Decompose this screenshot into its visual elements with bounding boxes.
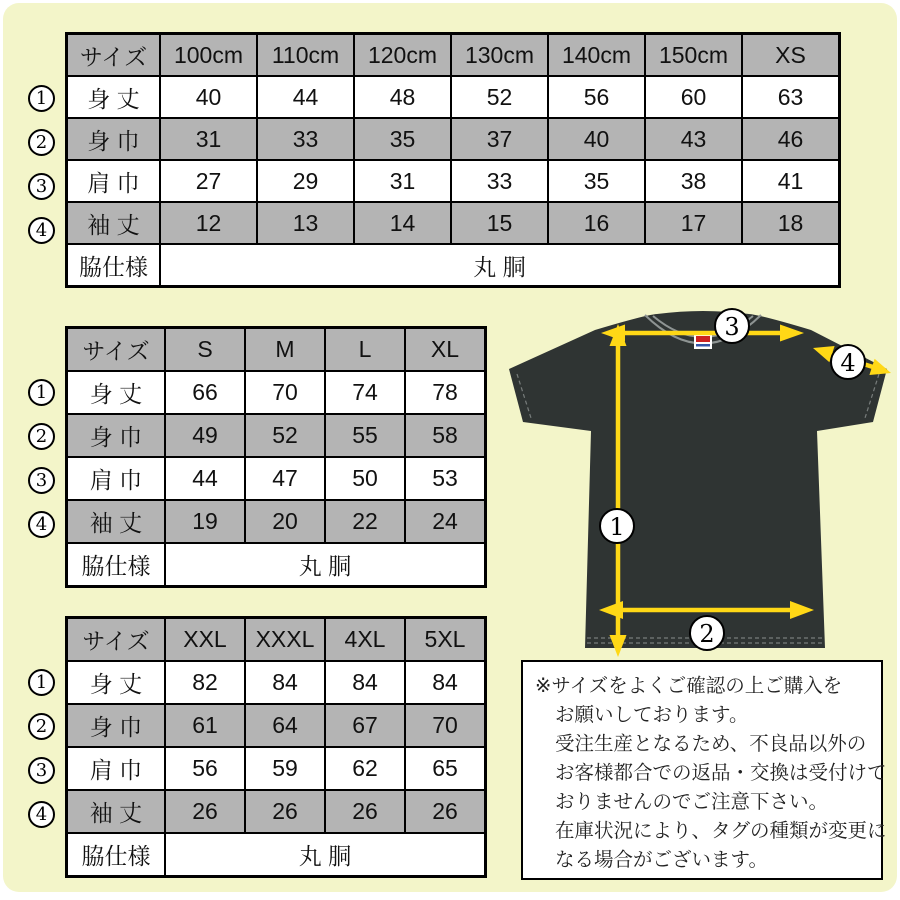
size-col-header: 4XL — [325, 618, 405, 662]
notice-line: お願いしております。 — [555, 704, 749, 726]
row-label: 身 巾 — [67, 118, 161, 160]
size-value: 74 — [325, 371, 405, 414]
row-label: 肩 巾 — [67, 747, 166, 790]
row-number-circle: 2 — [28, 129, 55, 156]
size-value: 29 — [257, 160, 354, 202]
size-value: 17 — [645, 202, 742, 244]
row-label: 身 巾 — [67, 704, 166, 747]
size-value: 82 — [165, 661, 245, 704]
size-value: 15 — [451, 202, 548, 244]
size-col-header: 130cm — [451, 34, 548, 77]
size-col-header: M — [245, 328, 325, 372]
row-number-circle: 3 — [28, 757, 55, 784]
size-value: 84 — [405, 661, 486, 704]
size-value: 78 — [405, 371, 486, 414]
row-number-circle: 2 — [28, 423, 55, 450]
size-value: 63 — [742, 76, 840, 118]
size-col-header: XL — [405, 328, 486, 372]
shirt-marker-3: 3 — [724, 313, 740, 341]
row-number-circle: 3 — [28, 173, 55, 200]
size-value: 20 — [245, 500, 325, 543]
side-spec-value: 丸 胴 — [160, 244, 840, 287]
size-value: 60 — [645, 76, 742, 118]
shirt-marker-2: 2 — [699, 620, 715, 648]
size-header-label: サイズ — [67, 618, 166, 662]
size-value: 24 — [405, 500, 486, 543]
purchase-notice-box — [521, 660, 887, 880]
row-label: 肩 巾 — [67, 160, 161, 202]
size-value: 56 — [548, 76, 645, 118]
size-col-header: 5XL — [405, 618, 486, 662]
size-value: 31 — [354, 160, 451, 202]
size-value: 52 — [245, 414, 325, 457]
size-value: 33 — [451, 160, 548, 202]
size-header-label: サイズ — [67, 328, 166, 372]
size-col-header: XS — [742, 34, 840, 77]
size-value: 35 — [354, 118, 451, 160]
size-col-header: 150cm — [645, 34, 742, 77]
size-col-header: 140cm — [548, 34, 645, 77]
row-label: 身 巾 — [67, 414, 166, 457]
row-number-circle: 1 — [28, 669, 55, 696]
size-value: 44 — [257, 76, 354, 118]
size-value: 50 — [325, 457, 405, 500]
row-label: 身 丈 — [67, 661, 166, 704]
size-value: 59 — [245, 747, 325, 790]
arrow-sleeve-length-head-right — [869, 359, 891, 375]
shirt-marker-1: 1 — [609, 513, 625, 541]
size-table — [65, 32, 841, 288]
row-label: 袖 丈 — [67, 500, 166, 543]
size-value: 16 — [548, 202, 645, 244]
size-value: 35 — [548, 160, 645, 202]
side-spec-label: 脇仕様 — [67, 543, 166, 587]
size-value: 26 — [325, 790, 405, 833]
size-value: 61 — [165, 704, 245, 747]
size-value: 66 — [165, 371, 245, 414]
size-col-header: 100cm — [160, 34, 257, 77]
brand-tag-logo — [696, 336, 710, 342]
side-spec-label: 脇仕様 — [67, 833, 166, 877]
row-number-circle: 3 — [28, 467, 55, 494]
size-value: 58 — [405, 414, 486, 457]
size-value: 33 — [257, 118, 354, 160]
size-value: 13 — [257, 202, 354, 244]
size-value: 84 — [245, 661, 325, 704]
size-value: 18 — [742, 202, 840, 244]
size-value: 43 — [645, 118, 742, 160]
size-value: 26 — [165, 790, 245, 833]
size-table — [65, 326, 487, 588]
size-col-header: XXXL — [245, 618, 325, 662]
size-value: 27 — [160, 160, 257, 202]
size-col-header: L — [325, 328, 405, 372]
size-value: 12 — [160, 202, 257, 244]
size-value: 47 — [245, 457, 325, 500]
tshirt-measure-diagram — [495, 300, 900, 660]
row-label: 袖 丈 — [67, 202, 161, 244]
notice-line: お客様都合での返品・交換は受付けて — [555, 762, 887, 784]
size-value: 55 — [325, 414, 405, 457]
row-number-circle: 2 — [28, 713, 55, 740]
row-number-circle: 4 — [28, 511, 55, 538]
size-value: 41 — [742, 160, 840, 202]
size-col-header: 110cm — [257, 34, 354, 77]
size-value: 67 — [325, 704, 405, 747]
brand-tag-text — [696, 344, 710, 347]
side-spec-label: 脇仕様 — [67, 244, 161, 287]
row-label: 肩 巾 — [67, 457, 166, 500]
size-table-big — [28, 616, 487, 878]
size-value: 70 — [405, 704, 486, 747]
size-value: 38 — [645, 160, 742, 202]
size-table-kids — [28, 32, 841, 288]
size-value: 70 — [245, 371, 325, 414]
row-number-circle: 4 — [28, 801, 55, 828]
size-value: 44 — [165, 457, 245, 500]
row-number-circle: 1 — [28, 379, 55, 406]
notice-line: おりませんのでご注意下さい。 — [555, 791, 829, 813]
size-col-header: 120cm — [354, 34, 451, 77]
size-table-adult — [28, 326, 487, 588]
size-value: 52 — [451, 76, 548, 118]
size-value: 64 — [245, 704, 325, 747]
size-value: 26 — [405, 790, 486, 833]
size-value: 48 — [354, 76, 451, 118]
size-value: 56 — [165, 747, 245, 790]
size-value: 53 — [405, 457, 486, 500]
size-value: 14 — [354, 202, 451, 244]
size-value: 19 — [165, 500, 245, 543]
shirt-marker-4: 4 — [840, 349, 856, 377]
size-value: 40 — [548, 118, 645, 160]
notice-line: ※サイズをよくご確認の上ご購入を — [535, 675, 843, 697]
size-value: 65 — [405, 747, 486, 790]
size-value: 26 — [245, 790, 325, 833]
size-col-header: XXL — [165, 618, 245, 662]
size-header-label: サイズ — [67, 34, 161, 77]
size-value: 62 — [325, 747, 405, 790]
size-value: 49 — [165, 414, 245, 457]
notice-line: 受注生産となるため、不良品以外の — [555, 733, 867, 755]
side-spec-value: 丸 胴 — [165, 543, 486, 587]
size-value: 22 — [325, 500, 405, 543]
size-value: 40 — [160, 76, 257, 118]
size-value: 46 — [742, 118, 840, 160]
size-value: 31 — [160, 118, 257, 160]
side-spec-value: 丸 胴 — [165, 833, 486, 877]
size-table — [65, 616, 487, 878]
size-col-header: S — [165, 328, 245, 372]
notice-line: 在庫状況により、タグの種類が変更に — [555, 820, 887, 842]
row-label: 袖 丈 — [67, 790, 166, 833]
row-number-circle: 1 — [28, 85, 55, 112]
row-number-circle: 4 — [28, 217, 55, 244]
row-label: 身 丈 — [67, 76, 161, 118]
row-label: 身 丈 — [67, 371, 166, 414]
size-value: 37 — [451, 118, 548, 160]
size-value: 84 — [325, 661, 405, 704]
notice-line: なる場合がございます。 — [555, 849, 768, 871]
